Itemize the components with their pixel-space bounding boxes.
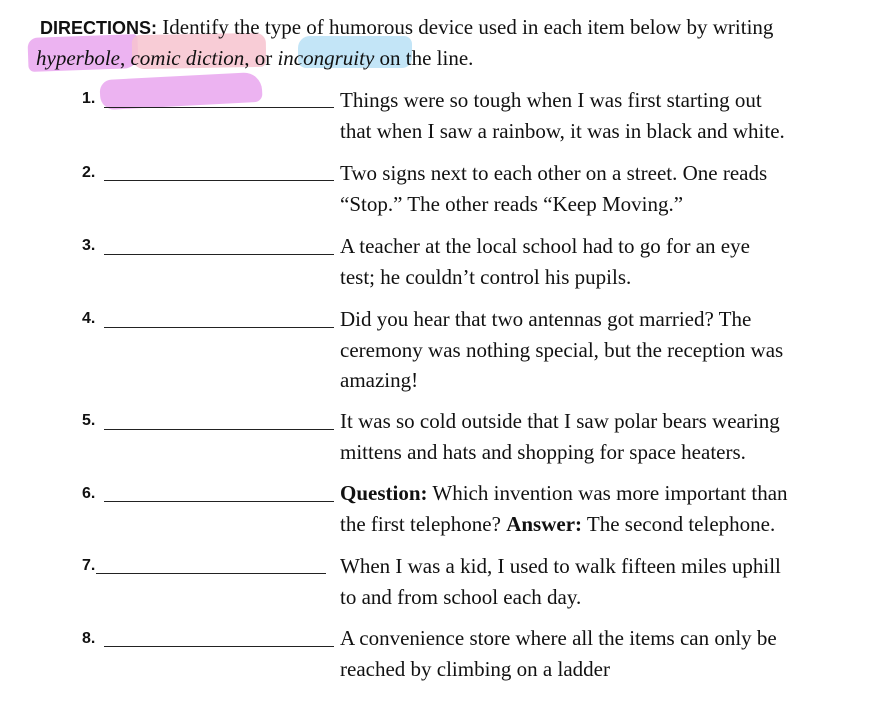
item-2-line-1: Two signs next to each other on a street. One reads xyxy=(340,161,768,185)
item-7-line-1: When I was a kid, I used to walk fifteen miles uphill xyxy=(340,554,781,578)
item-6-answer-line[interactable] xyxy=(104,501,334,502)
item-7-text xyxy=(340,551,840,612)
item-6-number: 6. xyxy=(82,485,96,502)
answer-text: The second telephone. xyxy=(582,511,776,536)
item-5-number: 5. xyxy=(82,412,96,429)
item-6-line-1 xyxy=(340,478,840,509)
item-5-line-1: It was so cold outside that I saw polar bears wearing xyxy=(340,409,780,433)
item-6-text xyxy=(340,478,840,539)
item-7-answer-line[interactable] xyxy=(96,573,326,574)
item-2-line-2: “Stop.” The other reads “Keep Moving.” xyxy=(340,191,684,216)
item-4-line-3: amazing! xyxy=(340,368,419,392)
item-3-number: 3. xyxy=(82,237,96,254)
option-comic-diction: comic diction xyxy=(130,46,245,70)
directions xyxy=(36,12,860,73)
highlight-answer-1 xyxy=(99,72,262,110)
item-3-text xyxy=(340,231,840,292)
item-1-text xyxy=(340,85,840,146)
item-5-answer-line[interactable] xyxy=(104,429,334,430)
item-1-answer-line[interactable] xyxy=(104,107,334,108)
directions-sep-2: , or xyxy=(244,46,278,70)
item-3-line-2: test; he couldn’t control his pupils. xyxy=(340,264,632,289)
item-8-answer-line[interactable] xyxy=(104,646,334,647)
item-1-line-2: that when I saw a rainbow, it was in black and white. xyxy=(340,118,785,143)
item-7-number: 7. xyxy=(82,557,96,574)
option-incongruity: incongruity xyxy=(277,46,375,70)
item-1-number: 1. xyxy=(82,90,96,107)
item-4-text xyxy=(340,304,840,396)
directions-label: DIRECTIONS: xyxy=(40,18,157,38)
item-4-line-1: Did you hear that two antennas got married? The xyxy=(340,307,752,331)
item-2-answer-line[interactable] xyxy=(104,180,334,181)
item-4-number: 4. xyxy=(82,310,96,327)
item-2-number: 2. xyxy=(82,164,96,181)
item-8-number: 8. xyxy=(82,630,96,647)
item-3-line-1: A teacher at the local school had to go for an eye xyxy=(340,234,750,258)
item-8-text xyxy=(340,623,840,684)
item-5-line-2: mittens and hats and shopping for space heaters. xyxy=(340,439,746,464)
directions-sep-1: , xyxy=(119,46,131,70)
directions-text-1: Identify the type of humorous device used in each item below by writing xyxy=(157,15,774,39)
item-7-line-2: to and from school each day. xyxy=(340,584,582,609)
question-text: Which invention was more important than xyxy=(427,481,788,505)
directions-text-2: on the line. xyxy=(374,46,474,70)
item-5-text xyxy=(340,406,840,467)
answer-label: Answer: xyxy=(506,511,583,536)
item-1-line-1: Things were so tough when I was first starting out xyxy=(340,88,762,112)
item-8-line-2: reached by climbing on a ladder xyxy=(340,656,610,681)
item-2-text xyxy=(340,158,840,219)
option-hyperbole: hyperbole xyxy=(36,46,120,70)
item-4-answer-line[interactable] xyxy=(104,327,334,328)
question-label: Question: xyxy=(340,481,428,505)
item-6-line-2-start: the first telephone? xyxy=(340,511,507,536)
item-4-line-2: ceremony was nothing special, but the reception was xyxy=(340,337,784,362)
item-3-answer-line[interactable] xyxy=(104,254,334,255)
item-6-line-2 xyxy=(340,509,840,540)
item-8-line-1: A convenience store where all the items can only be xyxy=(340,626,777,650)
